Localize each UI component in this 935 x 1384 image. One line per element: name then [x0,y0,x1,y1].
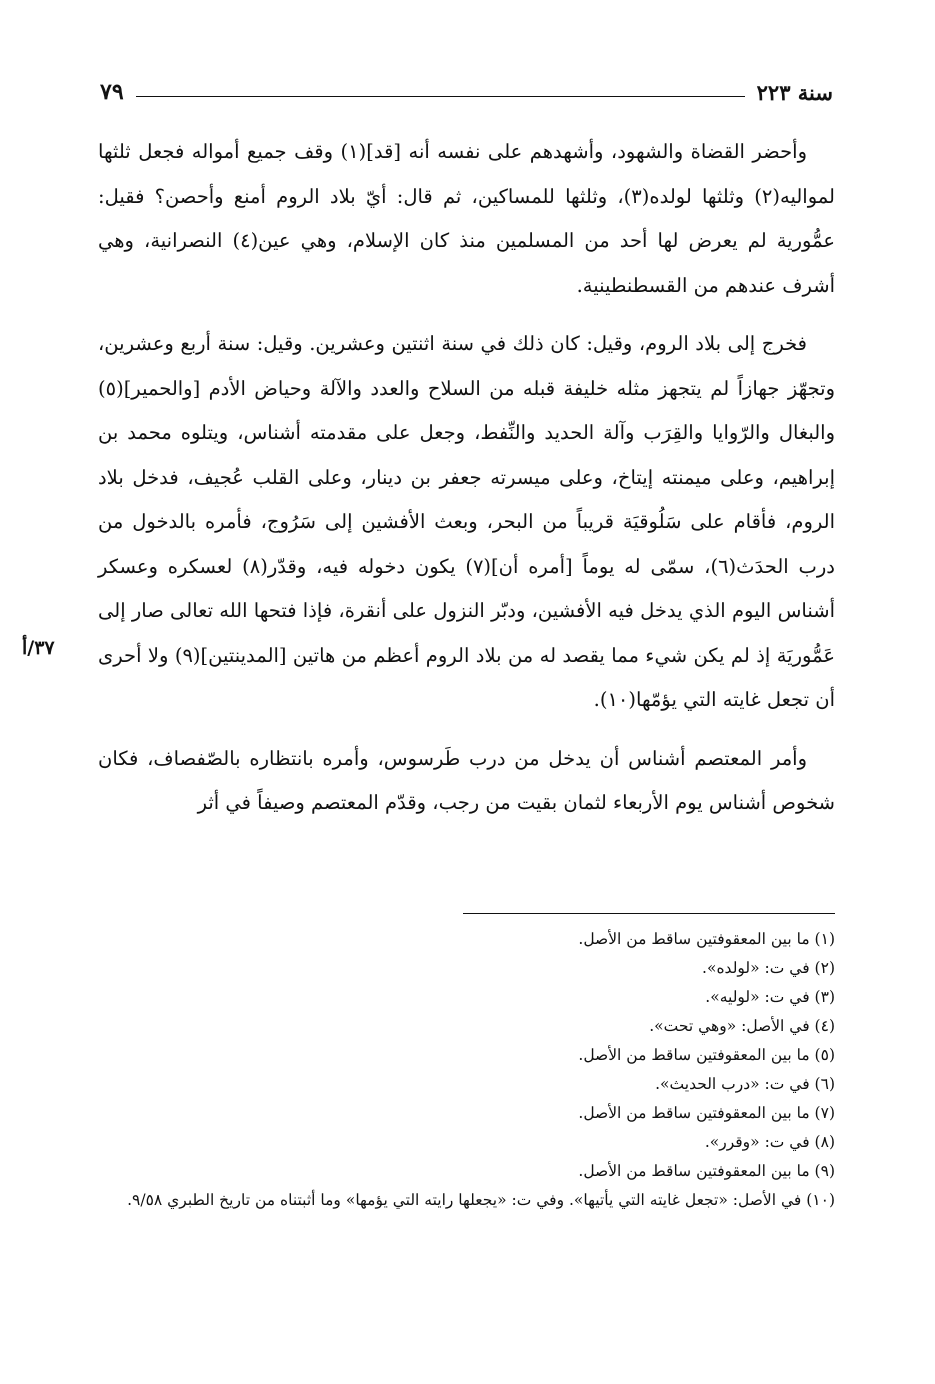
page-header [100,72,833,112]
footnote-1: (١) ما بين المعقوفتين ساقط من الأصل. [578,930,835,948]
header-rule [136,96,745,97]
footnote-6: (٦) في ت: «درب الحديث». [655,1075,835,1093]
footnote-10: (١٠) في الأصل: «تجعل غايته التي يأتيها». وفي ت: «يجعلها رايته التي يؤمها» وما أثبتناه من تاريخ الطبري ٩/٥٨. [127,1191,835,1209]
manuscript-folio-note: ٣٧/أ [22,637,55,659]
footnotes [98,925,835,1215]
footnote-3: (٣) في ت: «لوليه». [705,988,835,1006]
footnote-7: (٧) ما بين المعقوفتين ساقط من الأصل. [578,1104,835,1122]
footnote-5: (٥) ما بين المعقوفتين ساقط من الأصل. [578,1046,835,1064]
paragraph-2: فخرج إلى بلاد الروم، وقيل: كان ذلك في سنة اثنتين وعشرين. وقيل: سنة أربع وعشرين، وتجهّز جهازاً لم يتجهز مثله خليفة قبله من السلاح والعدد والآلة وحياض الأدم [والحمير](٥) والبغال والرّوايا والقِرَب وآلة الحديد والنِّفط، وجعل على مقدمته أشناس، ويتلوه محمد بن إبراهيم، وعلى ميمنته إيتاخ، وعلى ميسرته جعفر بن دينار، وعلى القلب عُجيف، فدخل بلاد الروم، فأقام على سَلُوقيَة قريباً من البحر، وبعث الأفشين إلى سَرُوج، فأمره بالدخول من درب الحدَث(٦)، سمّى له يوماً [أمره أن](٧) يكون دخوله فيه، وقدّر(٨) لعسكره وعسكر أشناس اليوم الذي يدخل فيه الأفشين، ودبّر النزول على أنقرة، فإذا فتحها الله تعالى صار إلى عَمُّوريَة إذ لم يكن شيء مما يقصد له من بلاد الروم أعظم من هاتين [المدينتين](٩) ولا أحرى أن تجعل غايته التي يؤمّها(١٠). [98,332,835,711]
footnote-divider [463,913,835,914]
paragraph-1: وأحضر القضاة والشهود، وأشهدهم على نفسه أنه [قد](١) وقف جميع أمواله فجعل ثلثها لمواليه(٢) وثلثها لولده(٣)، وثلثها للمساكين، ثم قال: أيّ بلاد الروم أمنع وأحصن؟ فقيل: عمُّورية لم يعرض لها أحد من المسلمين منذ كان الإسلام، وهي عين(٤) النصرانية، وهي أشرف عندهم من القسطنطينية. [98,140,835,297]
footnote-8: (٨) في ت: «وقرر». [704,1133,835,1151]
main-text [98,130,835,826]
paragraph-3: وأمر المعتصم أشناس أن يدخل من درب طَرسوس، وأمره بانتظاره بالصّفصاف، فكان شخوص أشناس يوم الأربعاء لثمان بقيت من رجب، وقدّم المعتصم وصيفاً في أثر [98,746,835,814]
footnote-2: (٢) في ت: «لولده». [702,959,835,977]
footnote-9: (٩) ما بين المعقوفتين ساقط من الأصل. [578,1162,835,1180]
running-title: سنة ٢٢٣ [756,79,833,105]
page-number: ٧٩ [100,79,124,105]
footnote-4: (٤) في الأصل: «وهي تحت». [649,1017,835,1035]
